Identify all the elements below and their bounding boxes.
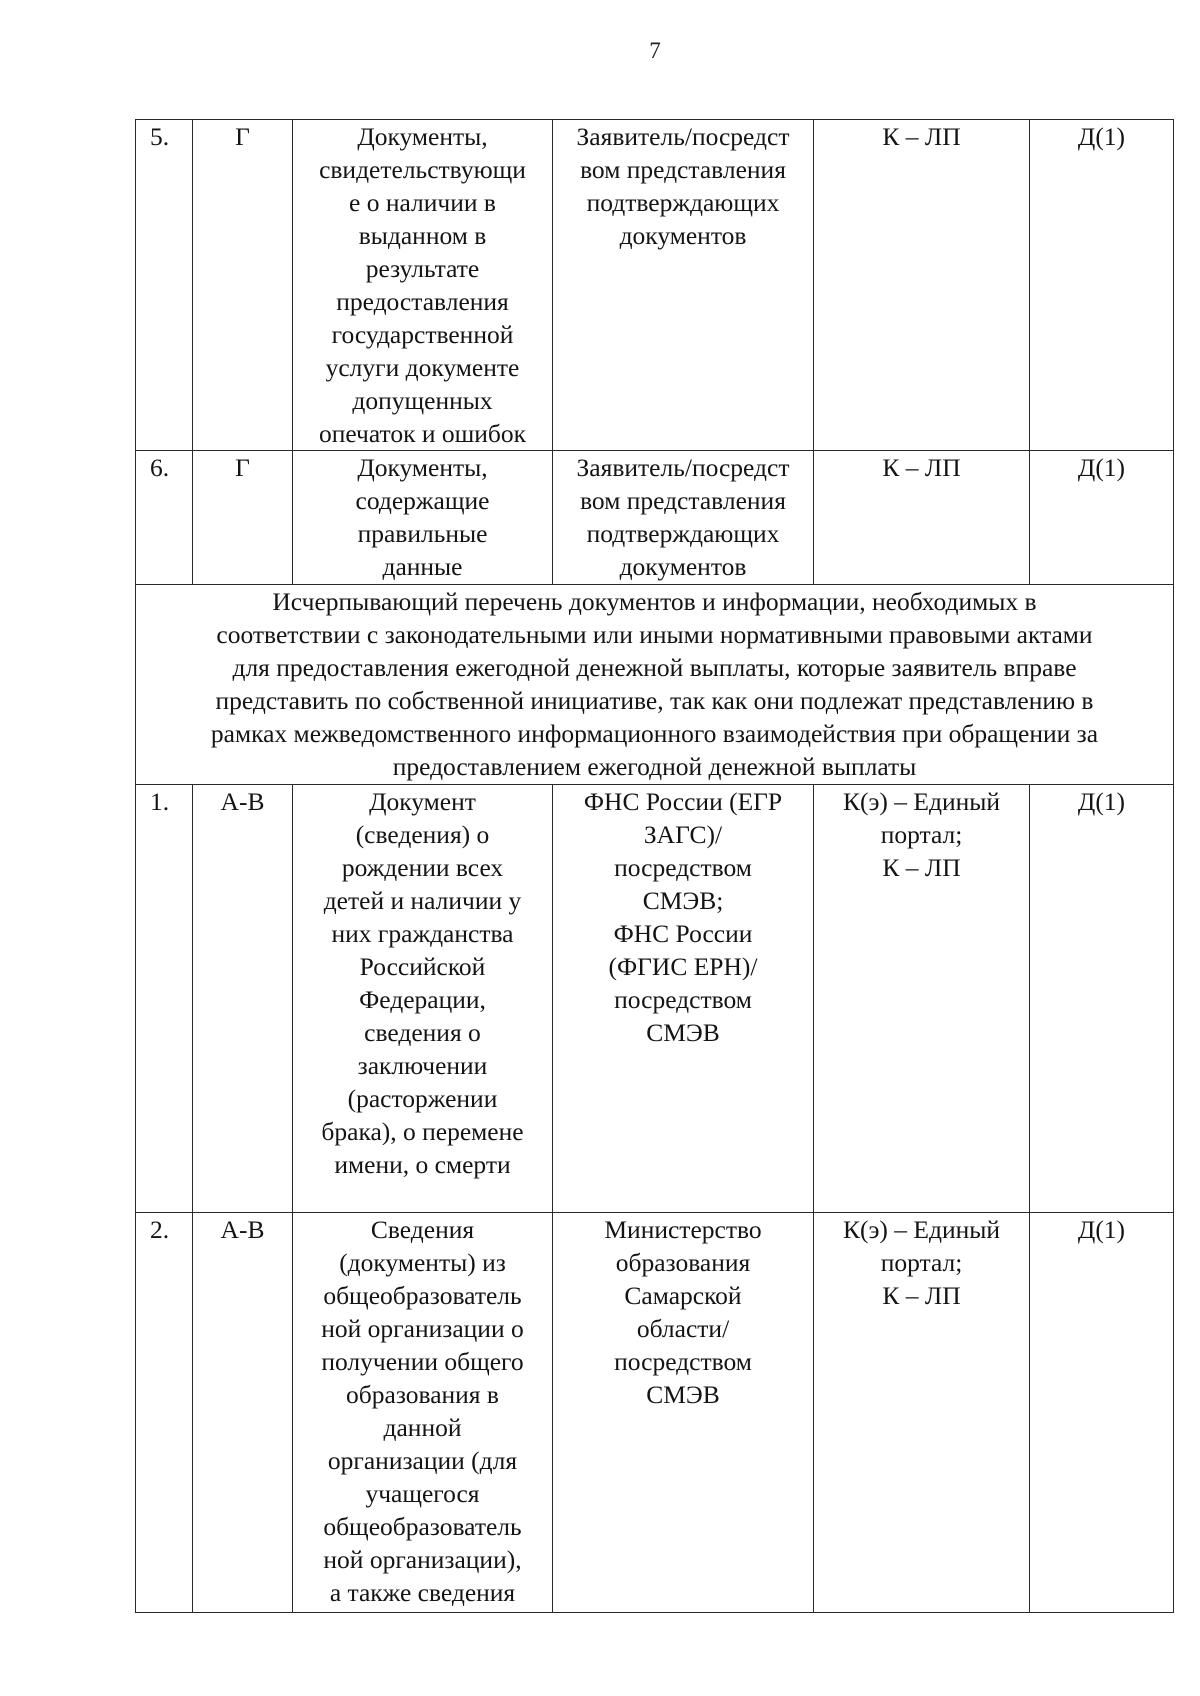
source-cell bbox=[553, 1213, 814, 1613]
document-name-line: е о наличии в bbox=[349, 188, 496, 217]
table-row bbox=[136, 451, 1174, 585]
document-name-line: услуги документе bbox=[325, 353, 520, 382]
method-line: К(э) – Единый bbox=[842, 1215, 1001, 1244]
source-line: Заявитель/посредст bbox=[576, 453, 790, 482]
source-line: вом представления bbox=[580, 155, 786, 184]
row-number: 2. bbox=[136, 1213, 193, 1613]
section-heading-line: для предоставления ежегодной денежной выплаты, которые заявитель вправе bbox=[232, 653, 1077, 682]
document-name-line: Документы, bbox=[357, 453, 488, 482]
document-name-cell bbox=[293, 120, 553, 451]
requirement-cell: Д(1) bbox=[1030, 120, 1174, 451]
source-line: ФНС России (ЕГР bbox=[583, 787, 783, 816]
source-line: (ФГИС ЕРН)/ bbox=[608, 952, 758, 981]
requirement-cell: Д(1) bbox=[1030, 451, 1174, 585]
source-line: ФНС России bbox=[613, 919, 753, 948]
method-line: К – ЛП bbox=[882, 1281, 961, 1310]
source-line: Самарской bbox=[624, 1281, 742, 1310]
row-category: Г bbox=[193, 451, 293, 585]
document-name-line: учащегося bbox=[365, 1479, 480, 1508]
method-cell: К – ЛП bbox=[814, 451, 1030, 585]
source-line: Министерство bbox=[604, 1215, 762, 1244]
page-number: 7 bbox=[649, 38, 661, 63]
source-line: подтверждающих bbox=[586, 188, 780, 217]
document-name-line: образования в bbox=[346, 1380, 499, 1409]
row-number: 6. bbox=[136, 451, 193, 585]
section-heading-line: представить по собственной инициативе, так как они подлежат представлению в bbox=[215, 686, 1094, 715]
document-name-line: получении общего bbox=[321, 1347, 524, 1376]
document-name-line: имени, о смерти bbox=[334, 1150, 511, 1179]
method-line: К(э) – Единый bbox=[842, 787, 1001, 816]
document-name-line: (документы) из bbox=[339, 1248, 506, 1277]
document-name-cell bbox=[293, 451, 553, 585]
method-cell bbox=[814, 785, 1030, 1213]
document-name-line: общеобразователь bbox=[323, 1512, 522, 1541]
document-name-line: брака), о перемене bbox=[321, 1117, 524, 1146]
document-name-line: Документы, bbox=[357, 122, 488, 151]
document-name-line: предоставления bbox=[336, 287, 509, 316]
table-row bbox=[136, 1213, 1174, 1613]
document-name-line: организации (для bbox=[327, 1446, 518, 1475]
row-number: 5. bbox=[136, 120, 193, 451]
source-line: СМЭВ bbox=[646, 1018, 720, 1047]
document-name-line: результате bbox=[365, 254, 480, 283]
document-name-line: правильные bbox=[357, 519, 488, 548]
method-cell: К – ЛП bbox=[814, 120, 1030, 451]
source-line: документов bbox=[619, 221, 747, 250]
row-category: Г bbox=[193, 120, 293, 451]
document-name-line: ной организации о bbox=[321, 1314, 524, 1343]
document-name-line: содержащие bbox=[355, 486, 490, 515]
document-name-line: общеобразователь bbox=[323, 1281, 522, 1310]
source-line: ЗАГС)/ bbox=[643, 820, 723, 849]
source-line: Заявитель/посредст bbox=[576, 122, 790, 151]
section-heading-line: соответствии с законодательными или иными нормативными правовыми актами bbox=[216, 620, 1093, 649]
source-line: СМЭВ bbox=[646, 1380, 720, 1409]
source-line: подтверждающих bbox=[586, 519, 780, 548]
method-line: портал; bbox=[880, 1248, 963, 1277]
document-name-line: (расторжении bbox=[347, 1084, 498, 1113]
document-name-line: данные bbox=[382, 552, 463, 581]
document-name-line: Документ bbox=[369, 787, 476, 816]
source-line: документов bbox=[619, 552, 747, 581]
document-name-line: (сведения) о bbox=[355, 820, 490, 849]
document-name-line: свидетельствующи bbox=[319, 155, 526, 184]
document-name-line: допущенных bbox=[352, 386, 493, 415]
row-category: А-В bbox=[193, 785, 293, 1213]
document-name-line: заключении bbox=[357, 1051, 488, 1080]
document-name-line: а также сведения bbox=[329, 1578, 516, 1607]
document-name-cell bbox=[293, 1213, 553, 1613]
table-row bbox=[136, 120, 1174, 451]
source-cell bbox=[553, 785, 814, 1213]
document-name-line: них гражданства bbox=[331, 919, 514, 948]
document-name-line: Российской bbox=[359, 952, 486, 981]
document-name-line: государственной bbox=[331, 320, 514, 349]
source-line: СМЭВ; bbox=[642, 886, 724, 915]
row-category: А-В bbox=[193, 1213, 293, 1613]
method-line: К – ЛП bbox=[882, 853, 961, 882]
requirement-cell: Д(1) bbox=[1030, 785, 1174, 1213]
document-name-line: сведения о bbox=[364, 1018, 481, 1047]
method-cell bbox=[814, 1213, 1030, 1613]
source-line: области/ bbox=[636, 1314, 730, 1343]
source-line: образования bbox=[615, 1248, 751, 1277]
row-number: 1. bbox=[136, 785, 193, 1213]
document-name-line: выданном в bbox=[358, 221, 487, 250]
document-name-line: ной организации), bbox=[323, 1545, 522, 1574]
document-name-line: Сведения bbox=[370, 1215, 475, 1244]
source-line: посредством bbox=[614, 1347, 752, 1376]
section-heading-line: рамках межведомственного информационного взаимодействия при обращении за bbox=[210, 719, 1099, 748]
document-name-line: Федерации, bbox=[359, 985, 486, 1014]
source-cell bbox=[553, 120, 814, 451]
requirement-cell: Д(1) bbox=[1030, 1213, 1174, 1613]
section-heading bbox=[136, 585, 1174, 785]
section-heading-line: Исчерпывающий перечень документов и информации, необходимых в bbox=[272, 587, 1037, 616]
document-name-line: опечаток и ошибок bbox=[318, 419, 527, 448]
source-line: вом представления bbox=[580, 486, 786, 515]
document-name-line: рождении всех bbox=[341, 853, 504, 882]
method-line: портал; bbox=[880, 820, 963, 849]
source-line: посредством bbox=[614, 985, 752, 1014]
document-name-cell bbox=[293, 785, 553, 1213]
source-cell bbox=[553, 451, 814, 585]
table-row bbox=[136, 785, 1174, 1213]
document-name-line: данной bbox=[383, 1413, 462, 1442]
document-name-line: детей и наличии у bbox=[323, 886, 522, 915]
section-heading-line: предоставлением ежегодной денежной выплаты bbox=[392, 752, 917, 781]
documents-table bbox=[135, 119, 1174, 1613]
source-line: посредством bbox=[614, 853, 752, 882]
section-heading-row bbox=[136, 585, 1174, 785]
